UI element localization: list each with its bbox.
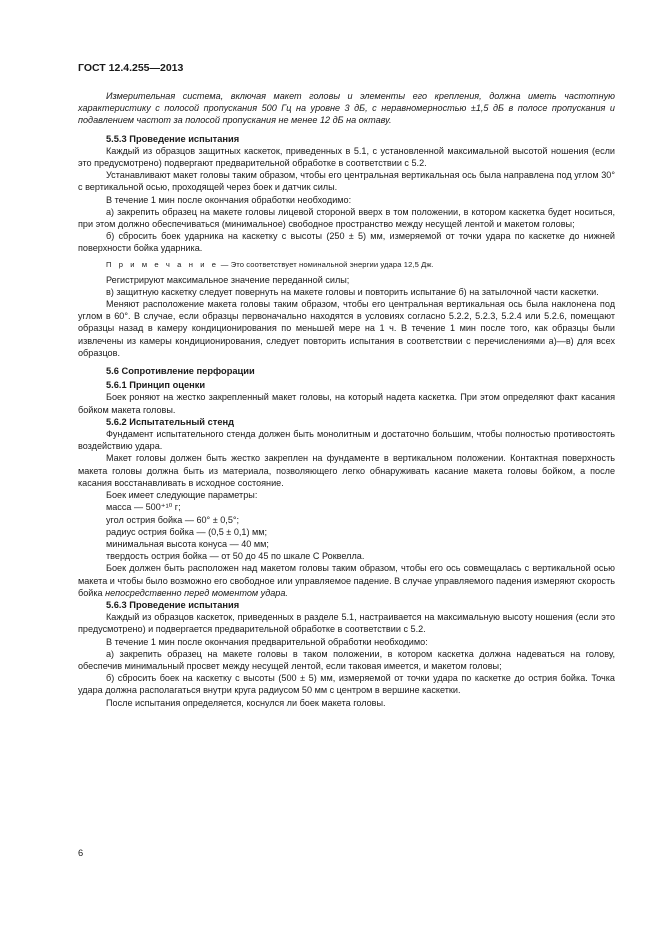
- paragraph-measurement-system: Измерительная система, включая макет головы и элементы его крепления, должна иметь частотную характеристику с полосой пропускания 500 Гц на уровне 3 дБ, с неравномерностью ±1,5 дБ в полосе пропускания и подавлением частот за полосой пропускания не менее 12 дБ на октаву.: [78, 91, 615, 126]
- paragraph: Боек роняют на жестко закрепленный макет головы, на который надета каскетка. При этом определяют факт касания бойком макета головы.: [78, 392, 615, 415]
- paragraph: Регистрируют максимальное значение переданной силы;: [106, 274, 350, 285]
- paragraph: Макет головы должен быть жестко закреплен на фундаменте в вертикальном положении. Контактная поверхность макета головы должна быть из материала, позволяющего легко обнаруживать касание макета головы бойком, а после касания восстанавливать в исходное состояние.: [78, 453, 615, 488]
- paragraph: Каждый из образцов каскеток, приведенных в разделе 5.1, настраивается на максимальную высоту ношения (если это предусмотрено) и подвергается предварительной обработке в соответствии с 5.2.: [78, 612, 615, 635]
- parameter-item: минимальная высота конуса — 40 мм;: [106, 538, 269, 549]
- heading-5-6-1: 5.6.1 Принцип оценки: [106, 380, 206, 391]
- page-number: 6: [78, 848, 84, 858]
- parameter-item: твердость острия бойка — от 50 до 45 по шкале С Роквелла.: [106, 551, 365, 562]
- standard-header: ГОСТ 12.4.255—2013: [78, 62, 184, 74]
- note-text: — Это соответствует номинальной энергии удара 12,5 Дж.: [218, 259, 434, 269]
- heading-5-5-3: 5.5.3 Проведение испытания: [106, 133, 240, 144]
- document-page: [78, 62, 615, 709]
- list-item-v: в) защитную каскетку следует повернуть на макете головы и повторить испытание б) на затылочной части каскетки.: [106, 286, 599, 297]
- list-item-a: а) закрепить образец на макете головы в таком положении, в котором каскетка должна надеваться на голову, обеспечив минимальный просвет между несущей лентой, если таковая имеется, и макетом головы;: [78, 648, 615, 671]
- heading-5-6-2: 5.6.2 Испытательный стенд: [106, 416, 235, 427]
- paragraph-text: Боек должен быть расположен над макетом головы таким образом, чтобы его ось совмещалась с вертикальной осью макета и чтобы было возможно его свободное или управляемое падение. В случае управляемого падения измеряют скорость бойка: [78, 563, 615, 598]
- parameter-item: радиус острия бойка — (0,5 ± 0,1) мм;: [106, 526, 268, 537]
- parameter-item: масса — 500⁺¹⁰ г;: [106, 502, 181, 513]
- paragraph: Меняют расположение макета головы таким образом, чтобы его центральная вертикальная ось была наклонена под углом в 60°. В случае, если образцы первоначально находятся в условиях согласно 5.2.2, 5.2.3, 5.2.4 или 5.2.6, помещают образцы назад в камеру кондиционирования по меньшей мере на 1 ч. В течение 1 мин после того, как образцы были извлечены из камеры кондиционирования, следует повторить испытания в соответствии с перечислениями а)—в) для всех образцов.: [78, 299, 615, 358]
- paragraph-italic-text: непосредственно перед моментом удара.: [105, 587, 288, 598]
- list-item-a: а) закрепить образец на макете головы лицевой стороной вверх в том положении, в котором каскетка будет носиться, при этом должно обеспечиваться (минимальное) свободное пространство между несущей лентой и макетом головы;: [78, 206, 615, 230]
- note-label: П р и м е ч а н и е: [106, 259, 219, 269]
- paragraph: В течение 1 мин после окончания предварительной обработки необходимо:: [106, 636, 428, 647]
- paragraph: Боек имеет следующие параметры:: [106, 490, 258, 501]
- heading-5-6-3: 5.6.3 Проведение испытания: [106, 599, 240, 610]
- paragraph: [78, 562, 615, 599]
- paragraph: Устанавливают макет головы таким образом, чтобы его центральная вертикальная ось была направлена под углом 30° с вертикальной осью, проходящей через боек и датчик силы.: [78, 170, 615, 193]
- note: [78, 259, 615, 270]
- paragraph: В течение 1 мин после окончания обработки необходимо:: [106, 194, 352, 205]
- list-item-b: б) сбросить боек ударника на каскетку с высоты (250 ± 5) мм, измеряемой от точки удара по каскетке до нижней поверхности бойка ударника.: [78, 231, 615, 254]
- paragraph: После испытания определяется, коснулся ли боек макета головы.: [106, 697, 386, 708]
- paragraph: Каждый из образцов защитных каскеток, приведенных в 5.1, с установленной максимальной высотой ношения (если это предусмотрено) подвергают предварительной обработке в соответствии с 5.2.: [78, 145, 615, 169]
- parameter-item: угол острия бойка — 60° ± 0,5°;: [106, 514, 240, 525]
- paragraph: Фундамент испытательного стенда должен быть монолитным и достаточно большим, чтобы полностью противостоять воздействию удара.: [78, 429, 615, 452]
- heading-5-6: 5.6 Сопротивление перфорации: [106, 366, 255, 377]
- list-item-b: б) сбросить боек на каскетку с высоты (500 ± 5) мм, измеряемой от точки удара по каскетке до острия бойка. Точка удара должна располагаться внутри круга радиусом 50 мм с центром в вершине каскетки.: [78, 673, 615, 696]
